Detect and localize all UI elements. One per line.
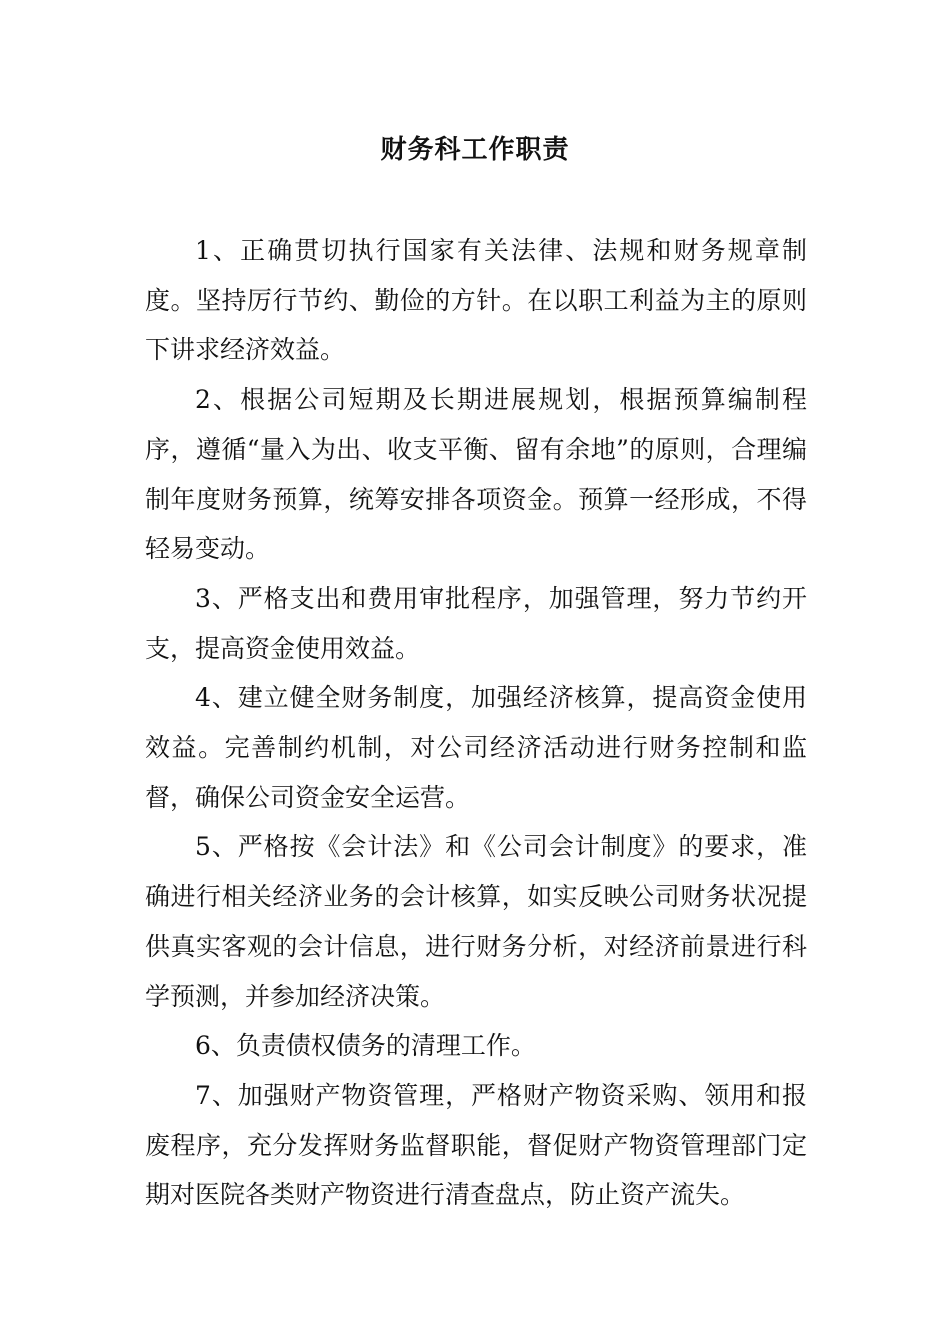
- paragraph-3: 3、严格支出和费用审批程序，加强管理，努力节约开支，提高资金使用效益。: [145, 583, 807, 663]
- paragraph-2: 2、根据公司短期及长期进展规划，根据预算编制程序，遵循“量入为出、收支平衡、留有余地”的原则，合理编制年度财务预算，统筹安排各项资金。预算一经形成，不得轻易变动。: [145, 385, 807, 564]
- paragraph-1: 1、正确贯切执行国家有关法律、法规和财务规章制度。坚持厉行节约、勤俭的方针。在以职工利益为主的原则下讲求经济效益。: [145, 236, 807, 365]
- paragraph-7: 7、加强财产物资管理，严格财产物资采购、领用和报废程序，充分发挥财务监督职能，督促财产物资管理部门定期对医院各类财产物资进行清查盘点，防止资产流失。: [145, 1080, 807, 1210]
- paragraph-6: 6、负责债权债务的清理工作。: [195, 1031, 536, 1061]
- document-body: [145, 226, 807, 1220]
- paragraph-5: 5、严格按《会计法》和《公司会计制度》的要求，准确进行相关经济业务的会计核算，如实反映公司财务状况提供真实客观的会计信息，进行财务分析，对经济前景进行科学预测，并参加经济决策。: [145, 832, 807, 1011]
- document-title: 财务科工作职责: [380, 135, 570, 165]
- paragraph-4: 4、建立健全财务制度，加强经济核算，提高资金使用效益。完善制约机制，对公司经济活动进行财务控制和监督，确保公司资金安全运营。: [145, 683, 807, 812]
